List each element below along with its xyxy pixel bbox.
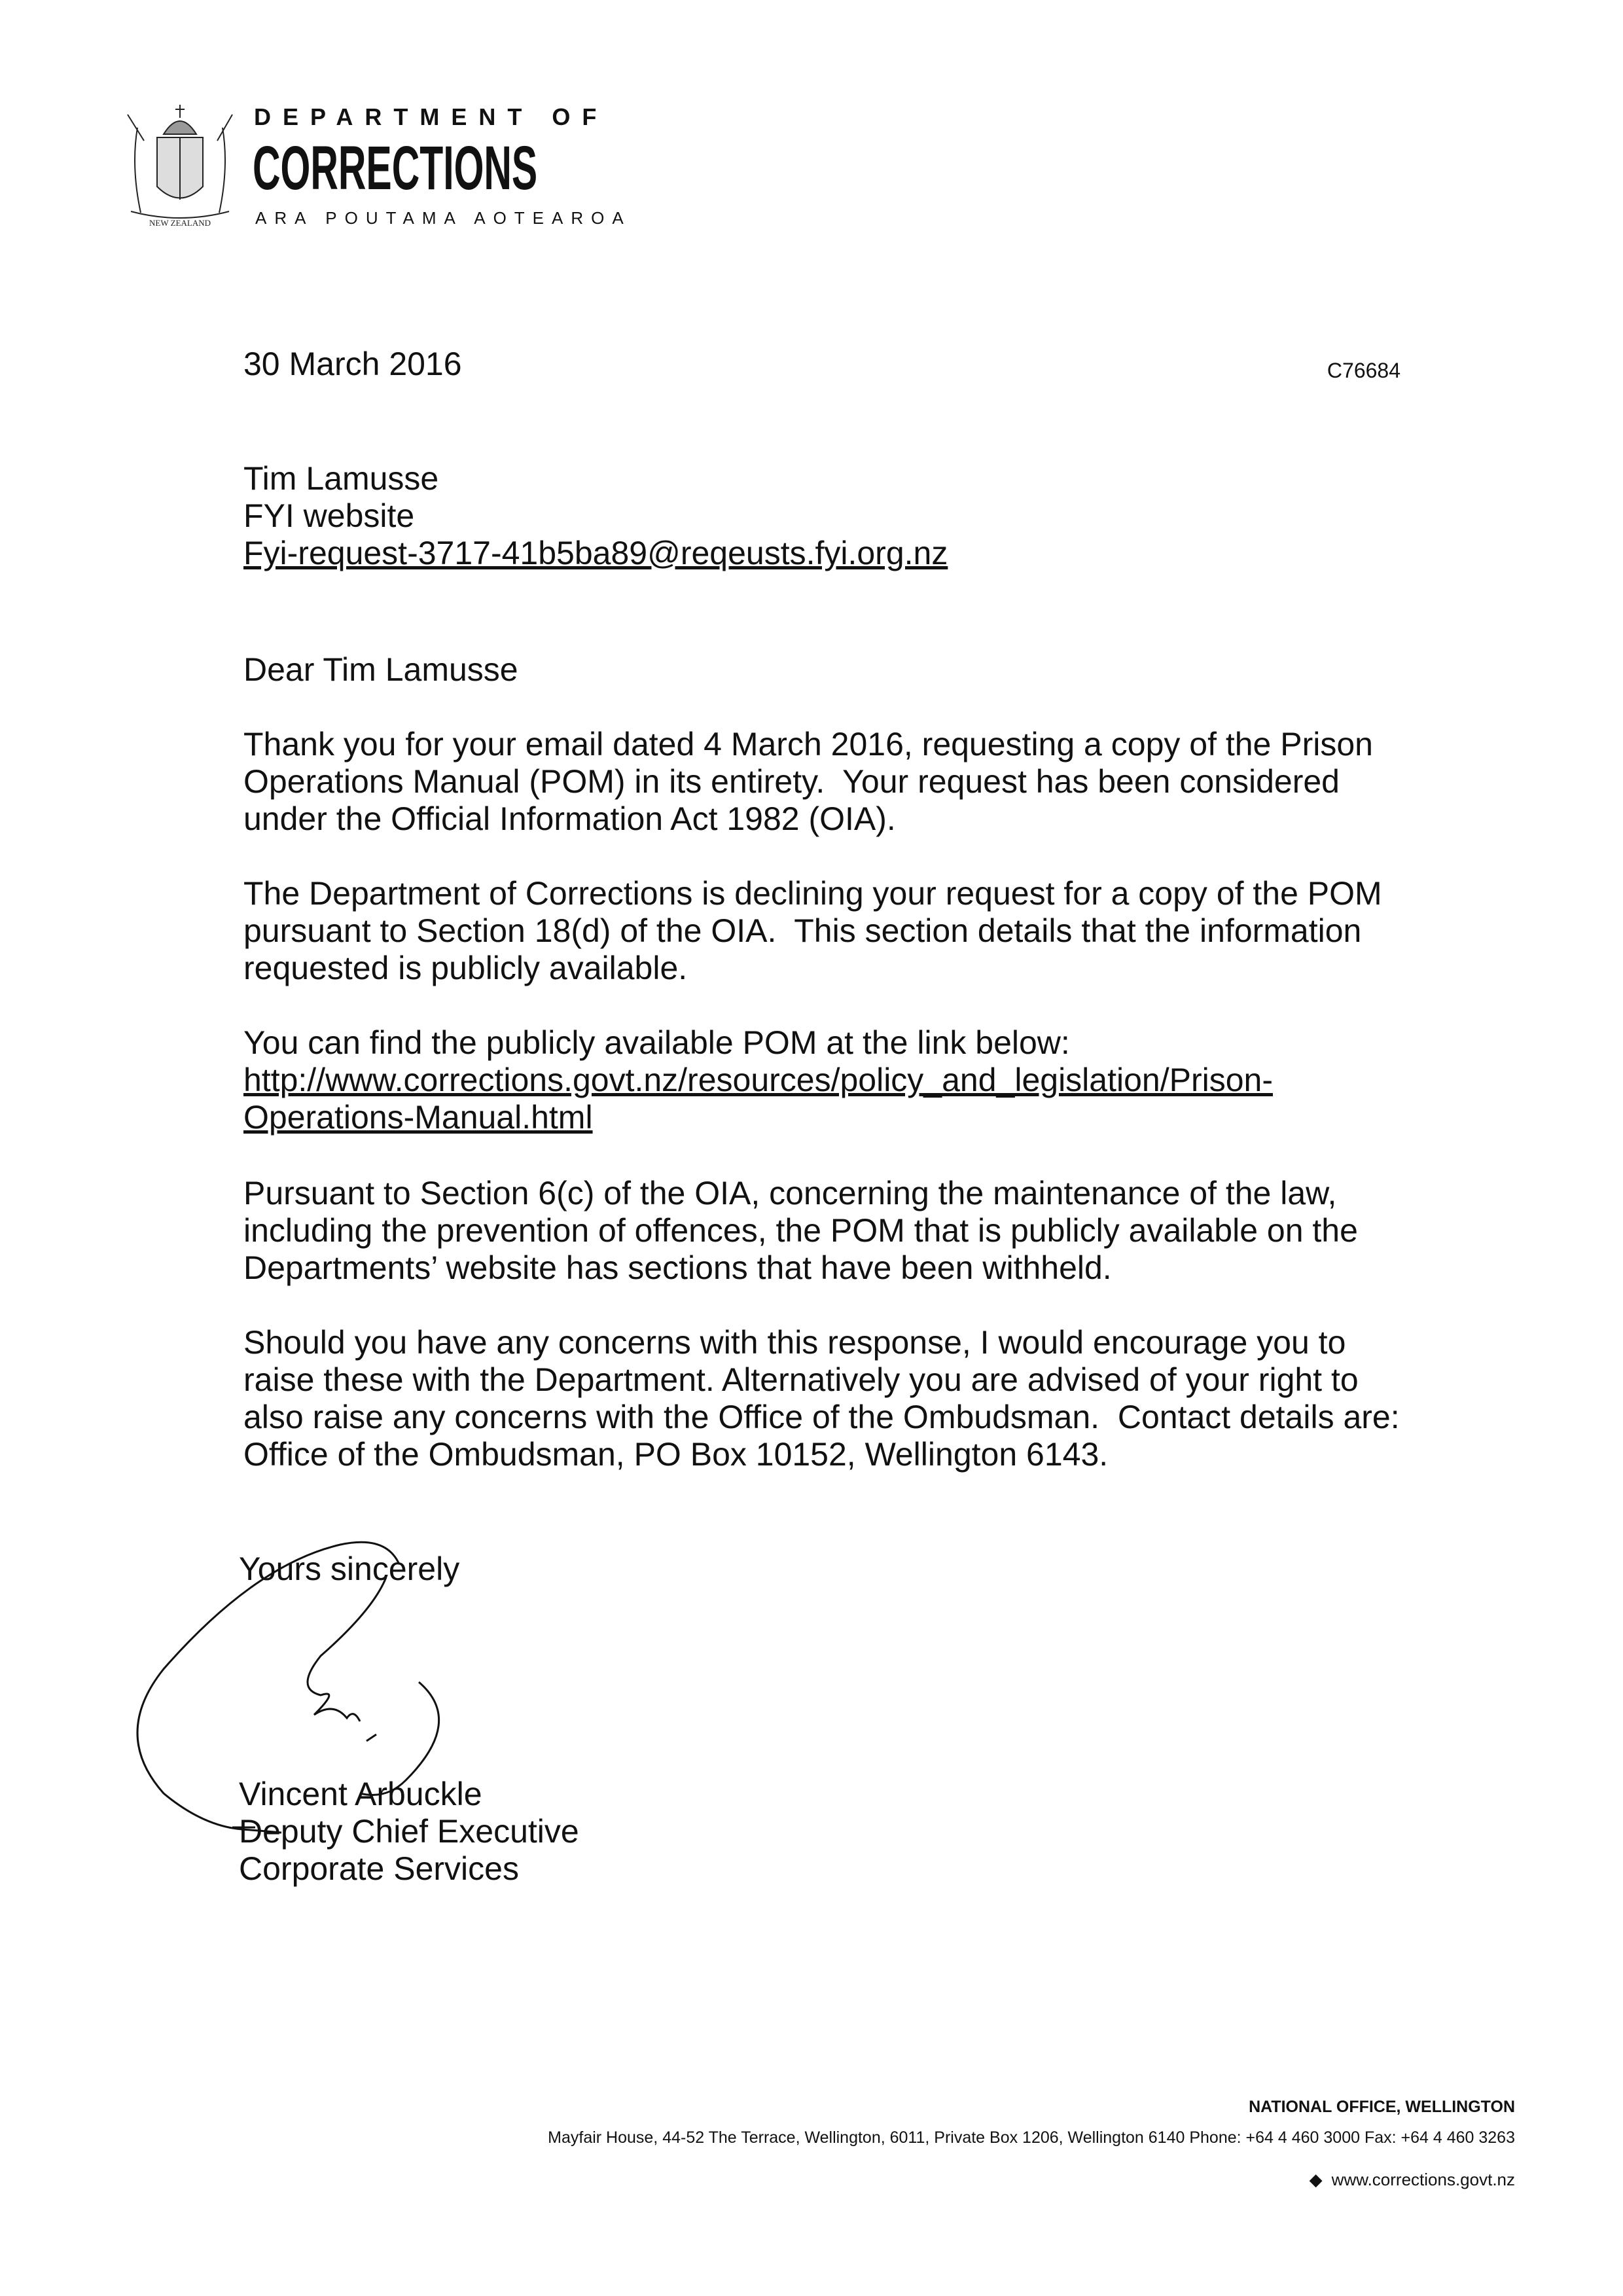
footer-address: Mayfair House, 44-52 The Terrace, Wellington, 6011, Private Box 1206, Wellington 6140 Phone: +64 4 460 3000 Fax: +64 4 460 3263 xyxy=(548,2128,1515,2147)
paragraph-3 xyxy=(243,1024,1273,1136)
text-line: The Department of Corrections is declining your request for a copy of the POM xyxy=(243,875,1382,912)
text-line: Departments’ website has sections that have been withheld. xyxy=(243,1249,1112,1286)
corrections-logo-icon: ◆ xyxy=(1309,2170,1323,2189)
letterhead-maori-name: ARA POUTAMA AOTEAROA xyxy=(255,208,632,228)
recipient-name: Tim Lamusse xyxy=(243,460,439,497)
crest-banner-text: NEW ZEALAND xyxy=(149,218,211,228)
signatory-division: Corporate Services xyxy=(239,1850,519,1887)
text-line: You can find the publicly available POM at the link below: xyxy=(243,1024,1070,1061)
footer-website-link[interactable]: www.corrections.govt.nz xyxy=(1331,2170,1515,2189)
coat-of-arms-logo xyxy=(105,101,255,229)
text-line: Should you have any concerns with this response, I would encourage you to xyxy=(243,1324,1346,1361)
footer-website xyxy=(1310,2170,1515,2190)
letterhead-dept-line: DEPARTMENT OF xyxy=(254,103,609,130)
footer-office: NATIONAL OFFICE, WELLINGTON xyxy=(1249,2098,1515,2116)
text-line: Operations Manual (POM) in its entirety. Your request has been considered xyxy=(243,763,1340,800)
text-line: requested is publicly available. xyxy=(243,950,688,986)
closing: Yours sincerely xyxy=(239,1551,460,1587)
text-line: Pursuant to Section 6(c) of the OIA, concerning the maintenance of the law, xyxy=(243,1175,1337,1211)
handwritten-signature xyxy=(124,1525,465,1852)
pom-link[interactable]: Operations-Manual.html xyxy=(243,1099,593,1136)
recipient-block xyxy=(243,460,948,572)
pom-link[interactable]: http://www.corrections.govt.nz/resources/policy_and_legislation/Prison- xyxy=(243,1062,1273,1098)
text-line: Thank you for your email dated 4 March 2016, requesting a copy of the Prison xyxy=(243,726,1373,762)
salutation: Dear Tim Lamusse xyxy=(243,651,518,688)
signatory-title: Deputy Chief Executive xyxy=(239,1813,579,1850)
letterhead-name: CORRECTIONS xyxy=(253,134,538,203)
text-line: Office of the Ombudsman, PO Box 10152, Wellington 6143. xyxy=(243,1436,1109,1473)
letter-date: 30 March 2016 xyxy=(243,346,462,382)
text-line: raise these with the Department. Alternatively you are advised of your right to xyxy=(243,1361,1359,1398)
text-line: also raise any concerns with the Office of the Ombudsman. Contact details are: xyxy=(243,1399,1400,1435)
paragraph-1 xyxy=(243,726,1373,838)
paragraph-5 xyxy=(243,1324,1400,1473)
reference-number: C76684 xyxy=(1327,359,1400,382)
signatory-name: Vincent Arbuckle xyxy=(239,1776,482,1812)
text-line: pursuant to Section 18(d) of the OIA. This section details that the information xyxy=(243,912,1362,949)
text-line: including the prevention of offences, the POM that is publicly available on the xyxy=(243,1212,1358,1249)
text-line: under the Official Information Act 1982 (OIA). xyxy=(243,800,896,837)
paragraph-2 xyxy=(243,875,1382,987)
recipient-org: FYI website xyxy=(243,497,415,534)
recipient-email-link[interactable]: Fyi-request-3717-41b5ba89@reqeusts.fyi.org.nz xyxy=(243,535,948,571)
paragraph-4 xyxy=(243,1175,1358,1287)
